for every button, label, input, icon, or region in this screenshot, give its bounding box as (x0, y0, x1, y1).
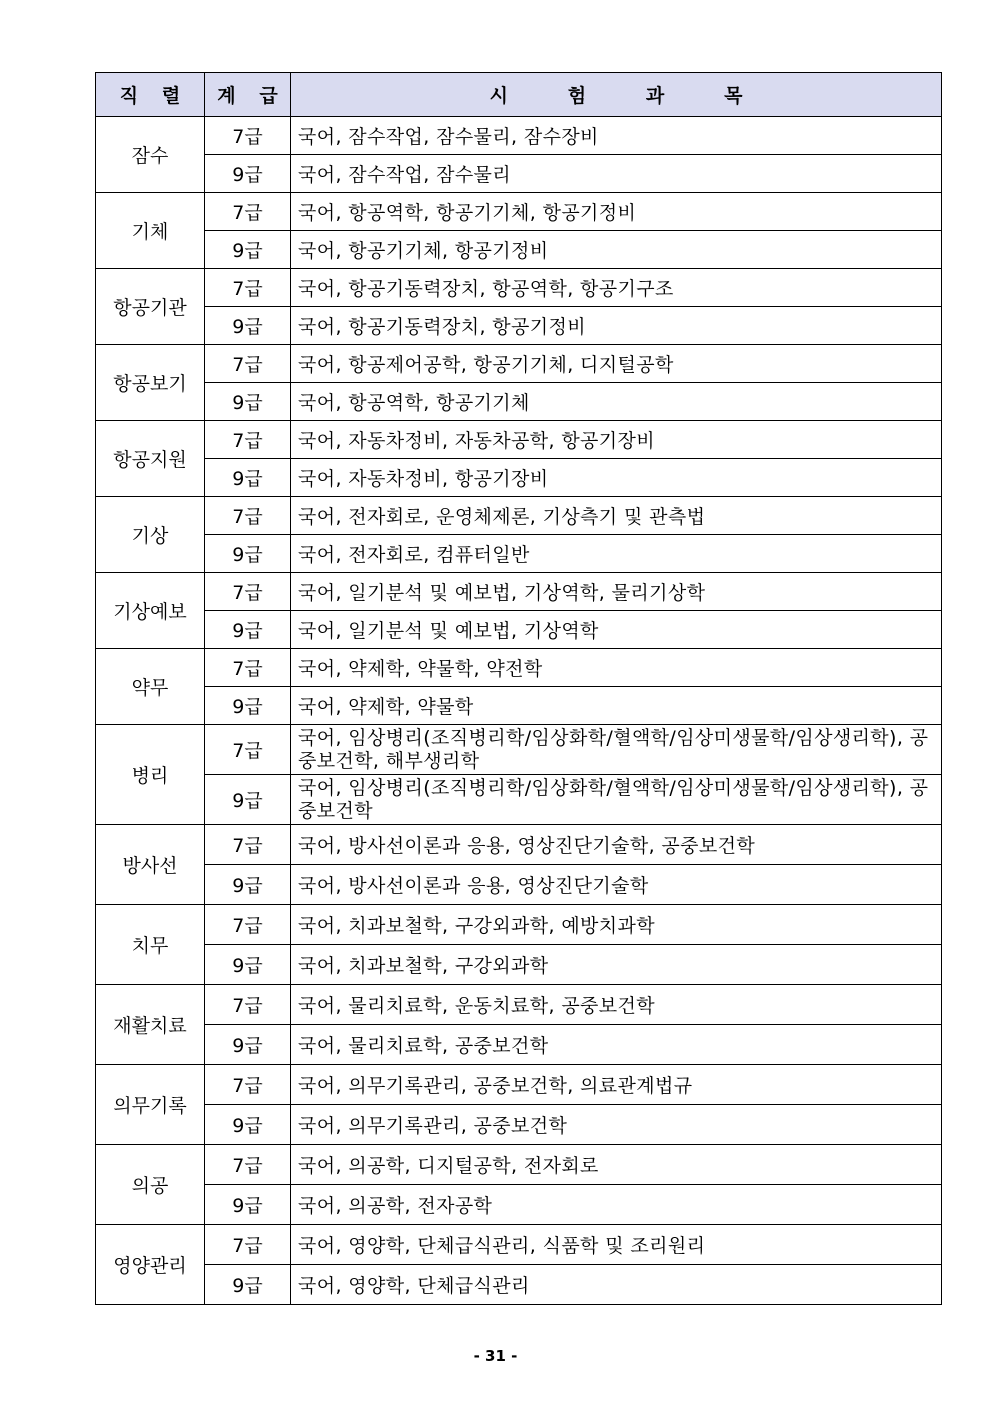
position-cell: 약무 (96, 649, 205, 725)
subjects-cell: 국어, 임상병리(조직병리학/임상화학/혈액학/임상미생물학/임상생리학), 공중보건학, 해부생리학 (291, 725, 942, 775)
subjects-cell: 국어, 항공기동력장치, 항공기정비 (291, 307, 942, 345)
grade-cell: 7급 (205, 573, 291, 611)
grade-cell: 7급 (205, 905, 291, 945)
position-cell: 의무기록 (96, 1065, 205, 1145)
grade-cell: 9급 (205, 687, 291, 725)
grade-cell: 9급 (205, 1185, 291, 1225)
table-row (96, 421, 942, 459)
subjects-cell: 국어, 물리치료학, 공중보건학 (291, 1025, 942, 1065)
position-cell: 항공지원 (96, 421, 205, 497)
grade-cell: 9급 (205, 231, 291, 269)
grade-cell: 9급 (205, 459, 291, 497)
grade-cell: 7급 (205, 985, 291, 1025)
subjects-cell: 국어, 영양학, 단체급식관리, 식품학 및 조리원리 (291, 1225, 942, 1265)
subjects-cell: 국어, 치과보철학, 구강외과학, 예방치과학 (291, 905, 942, 945)
subjects-cell: 국어, 의공학, 디지털공학, 전자회로 (291, 1145, 942, 1185)
header-position: 직 렬 (96, 73, 205, 117)
table-row (96, 1265, 942, 1305)
grade-cell: 7급 (205, 1225, 291, 1265)
table-row (96, 725, 942, 775)
table-row (96, 1225, 942, 1265)
grade-cell: 9급 (205, 535, 291, 573)
position-cell: 방사선 (96, 825, 205, 905)
position-cell: 치무 (96, 905, 205, 985)
subjects-cell: 국어, 전자회로, 운영체제론, 기상측기 및 관측법 (291, 497, 942, 535)
table-row (96, 307, 942, 345)
subjects-cell: 국어, 자동차정비, 자동차공학, 항공기장비 (291, 421, 942, 459)
table-row (96, 649, 942, 687)
table-row (96, 1025, 942, 1065)
table-row (96, 687, 942, 725)
subjects-cell: 국어, 영양학, 단체급식관리 (291, 1265, 942, 1305)
subjects-cell: 국어, 방사선이론과 응용, 영상진단기술학, 공중보건학 (291, 825, 942, 865)
header-grade: 계 급 (205, 73, 291, 117)
grade-cell: 9급 (205, 945, 291, 985)
subjects-cell: 국어, 의무기록관리, 공중보건학, 의료관계법규 (291, 1065, 942, 1105)
table-row (96, 1145, 942, 1185)
table-row (96, 459, 942, 497)
position-cell: 잠수 (96, 117, 205, 193)
subjects-cell: 국어, 임상병리(조직병리학/임상화학/혈액학/임상미생물학/임상생리학), 공중보건학 (291, 775, 942, 825)
table-row (96, 193, 942, 231)
position-cell: 병리 (96, 725, 205, 825)
grade-cell: 9급 (205, 383, 291, 421)
grade-cell: 7급 (205, 497, 291, 535)
subjects-cell: 국어, 일기분석 및 예보법, 기상역학, 물리기상학 (291, 573, 942, 611)
grade-cell: 7급 (205, 725, 291, 775)
table-row (96, 573, 942, 611)
grade-cell: 9급 (205, 865, 291, 905)
position-cell: 항공기관 (96, 269, 205, 345)
table-row (96, 945, 942, 985)
header-subjects: 시 험 과 목 (291, 73, 942, 117)
exam-subject-table (95, 72, 942, 1305)
table-row (96, 535, 942, 573)
grade-cell: 7급 (205, 825, 291, 865)
grade-cell: 7급 (205, 193, 291, 231)
grade-cell: 9급 (205, 775, 291, 825)
table-row (96, 1065, 942, 1105)
subjects-cell: 국어, 의공학, 전자공학 (291, 1185, 942, 1225)
subjects-cell: 국어, 항공제어공학, 항공기기체, 디지털공학 (291, 345, 942, 383)
table-row (96, 497, 942, 535)
position-cell: 영양관리 (96, 1225, 205, 1305)
grade-cell: 9급 (205, 1025, 291, 1065)
subjects-cell: 국어, 의무기록관리, 공중보건학 (291, 1105, 942, 1145)
table-row (96, 1105, 942, 1145)
subjects-cell: 국어, 약제학, 약물학 (291, 687, 942, 725)
subjects-cell: 국어, 항공역학, 항공기기체, 항공기정비 (291, 193, 942, 231)
grade-cell: 9급 (205, 1265, 291, 1305)
table-row (96, 825, 942, 865)
page-number: - 31 - (473, 1347, 518, 1365)
grade-cell: 7급 (205, 421, 291, 459)
subjects-cell: 국어, 잠수작업, 잠수물리, 잠수장비 (291, 117, 942, 155)
grade-cell: 7급 (205, 649, 291, 687)
table-row (96, 231, 942, 269)
grade-cell: 9급 (205, 155, 291, 193)
table-row (96, 611, 942, 649)
subjects-cell: 국어, 치과보철학, 구강외과학 (291, 945, 942, 985)
grade-cell: 7급 (205, 269, 291, 307)
grade-cell: 7급 (205, 1065, 291, 1105)
table-row (96, 985, 942, 1025)
subjects-cell: 국어, 항공역학, 항공기기체 (291, 383, 942, 421)
table-row (96, 905, 942, 945)
grade-cell: 7급 (205, 345, 291, 383)
subjects-cell: 국어, 방사선이론과 응용, 영상진단기술학 (291, 865, 942, 905)
grade-cell: 9급 (205, 307, 291, 345)
table-row (96, 117, 942, 155)
subjects-cell: 국어, 물리치료학, 운동치료학, 공중보건학 (291, 985, 942, 1025)
position-cell: 의공 (96, 1145, 205, 1225)
table-header-row (96, 73, 942, 117)
table-row (96, 865, 942, 905)
position-cell: 기체 (96, 193, 205, 269)
table-row (96, 775, 942, 825)
table-row (96, 269, 942, 307)
subjects-cell: 국어, 일기분석 및 예보법, 기상역학 (291, 611, 942, 649)
subjects-cell: 국어, 자동차정비, 항공기장비 (291, 459, 942, 497)
table-row (96, 155, 942, 193)
grade-cell: 9급 (205, 1105, 291, 1145)
subjects-cell: 국어, 항공기기체, 항공기정비 (291, 231, 942, 269)
grade-cell: 7급 (205, 1145, 291, 1185)
grade-cell: 7급 (205, 117, 291, 155)
position-cell: 기상 (96, 497, 205, 573)
position-cell: 재활치료 (96, 985, 205, 1065)
position-cell: 항공보기 (96, 345, 205, 421)
subjects-cell: 국어, 잠수작업, 잠수물리 (291, 155, 942, 193)
position-cell: 기상예보 (96, 573, 205, 649)
subjects-cell: 국어, 전자회로, 컴퓨터일반 (291, 535, 942, 573)
table-row (96, 383, 942, 421)
subjects-cell: 국어, 항공기동력장치, 항공역학, 항공기구조 (291, 269, 942, 307)
grade-cell: 9급 (205, 611, 291, 649)
table-row (96, 1185, 942, 1225)
subjects-cell: 국어, 약제학, 약물학, 약전학 (291, 649, 942, 687)
table-row (96, 345, 942, 383)
